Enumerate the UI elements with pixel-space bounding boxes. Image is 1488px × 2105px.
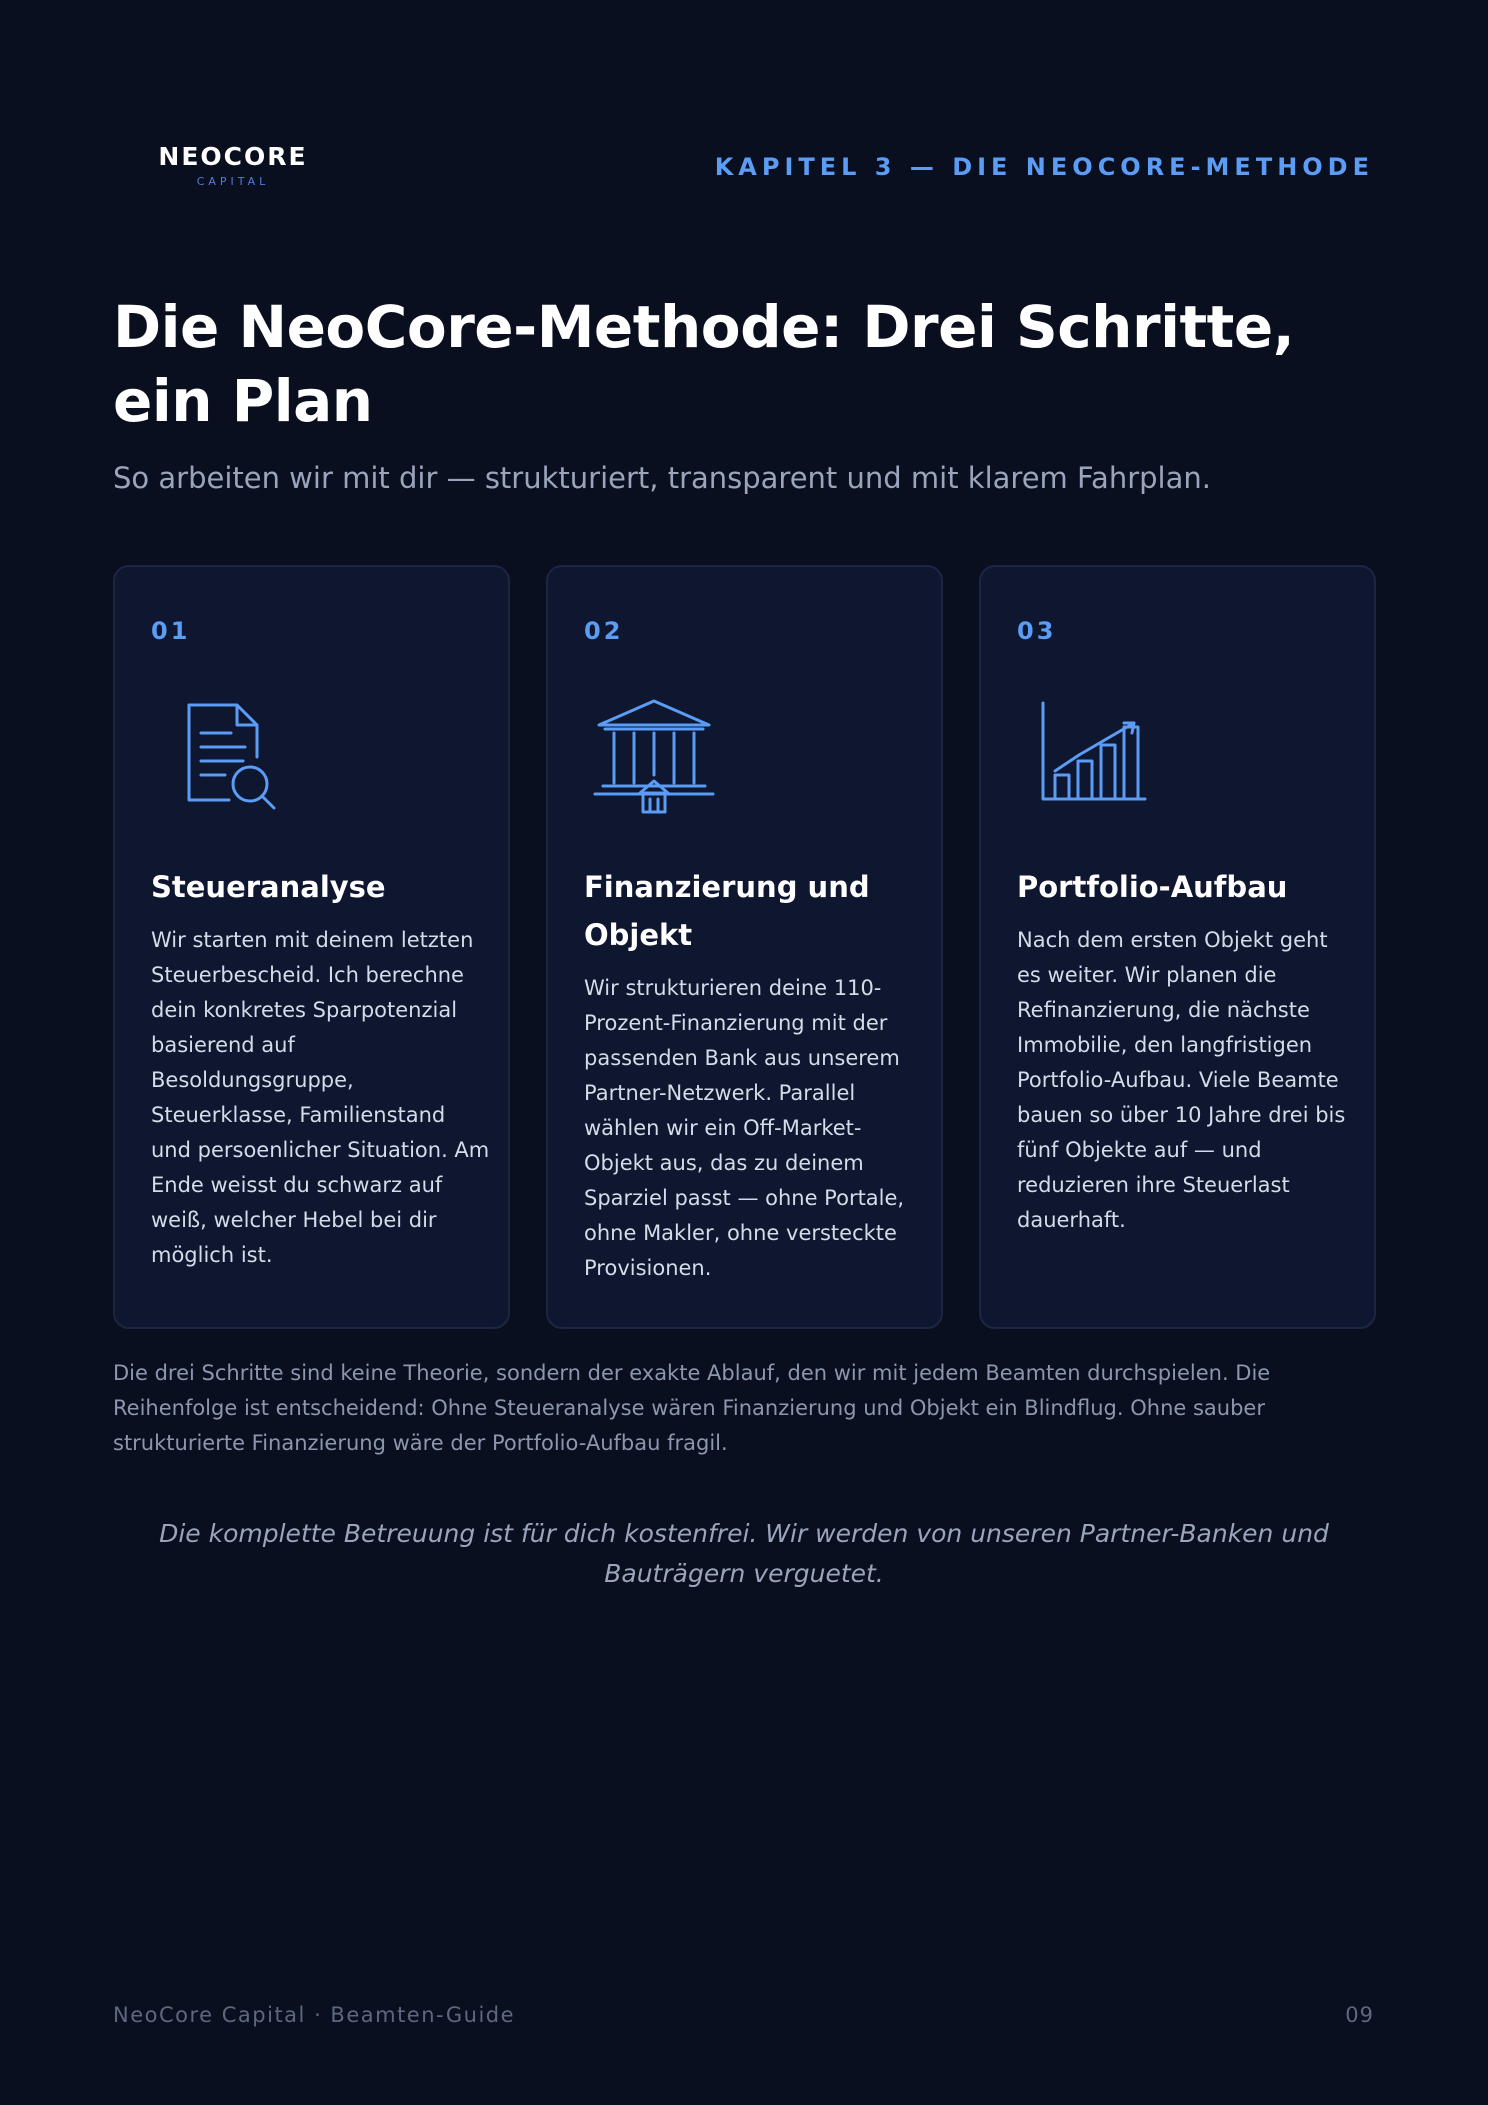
highlight-quote: Die komplette Betreuung ist für dich kostenfrei. Wir werden von unseren Partner-Banken und Bauträgern verguetet. [159, 1519, 1329, 1588]
step-card-2 [546, 565, 943, 1329]
step-card-3 [979, 565, 1376, 1329]
page-number: 09 [1345, 2003, 1374, 2027]
steps-cards [113, 565, 1375, 1329]
step-description: Wir strukturieren deine 110-Prozent-Finanzierung mit der passenden Bank aus unserem Partner-Netzwerk. Parallel wählen wir ein Off-Market-Objekt aus, das zu deinem Sparziel passt — ohne Portale, ohne Makler, ohne versteckte Provisionen. [584, 976, 905, 1280]
growth-chart-icon [1017, 695, 1157, 815]
step-number: 03 [1017, 617, 1057, 645]
step-title: Portfolio-Aufbau [1017, 870, 1288, 904]
logo-subline: CAPITAL [196, 175, 270, 188]
explanation-paragraph: Die drei Schritte sind keine Theorie, sondern der exakte Ablauf, den wir mit jedem Beamten durchspielen. Die Reihenfolge ist entscheidend: Ohne Steueranalyse wären Finanzierung und Objekt ein Blindflug. Ohne sauber strukturierte Finanzierung wäre der Portfolio-Aufbau fragil. [113, 1361, 1271, 1455]
page-subtitle: So arbeiten wir mit dir — strukturiert, transparent und mit klarem Fahrplan. [113, 461, 1211, 495]
step-title: Steueranalyse [151, 870, 386, 904]
footer-label: NeoCore Capital · Beamten-Guide [113, 2003, 516, 2027]
document-search-icon [151, 695, 291, 815]
chapter-label: KAPITEL 3 — DIE NEOCORE-METHODE [714, 153, 1374, 181]
logo-wordmark: NEOCORE [158, 142, 308, 171]
bank-icon [584, 695, 724, 815]
step-number: 01 [151, 617, 191, 645]
step-card-1 [113, 565, 510, 1329]
logo [157, 142, 309, 190]
step-title: Finanzierung und Objekt [584, 870, 870, 952]
step-description: Wir starten mit deinem letzten Steuerbescheid. Ich berechne dein konkretes Sparpotenzial basierend auf Besoldungsgruppe, Steuerklasse, Familienstand und persoenlicher Situation. Am Ende weisst du schwarz auf weiß, welcher Hebel bei dir möglich ist. [151, 928, 490, 1267]
page-title: Die NeoCore-Methode: Drei Schritte, ein Plan [113, 293, 1295, 435]
step-description: Nach dem ersten Objekt geht es weiter. Wir planen die Refinanzierung, die nächste Immobilie, den langfristigen Portfolio-Aufbau. Viele Beamte bauen so über 10 Jahre drei bis fünf Objekte auf — und reduzieren ihre Steuerlast dauerhaft. [1017, 928, 1346, 1232]
step-number: 02 [584, 617, 624, 645]
